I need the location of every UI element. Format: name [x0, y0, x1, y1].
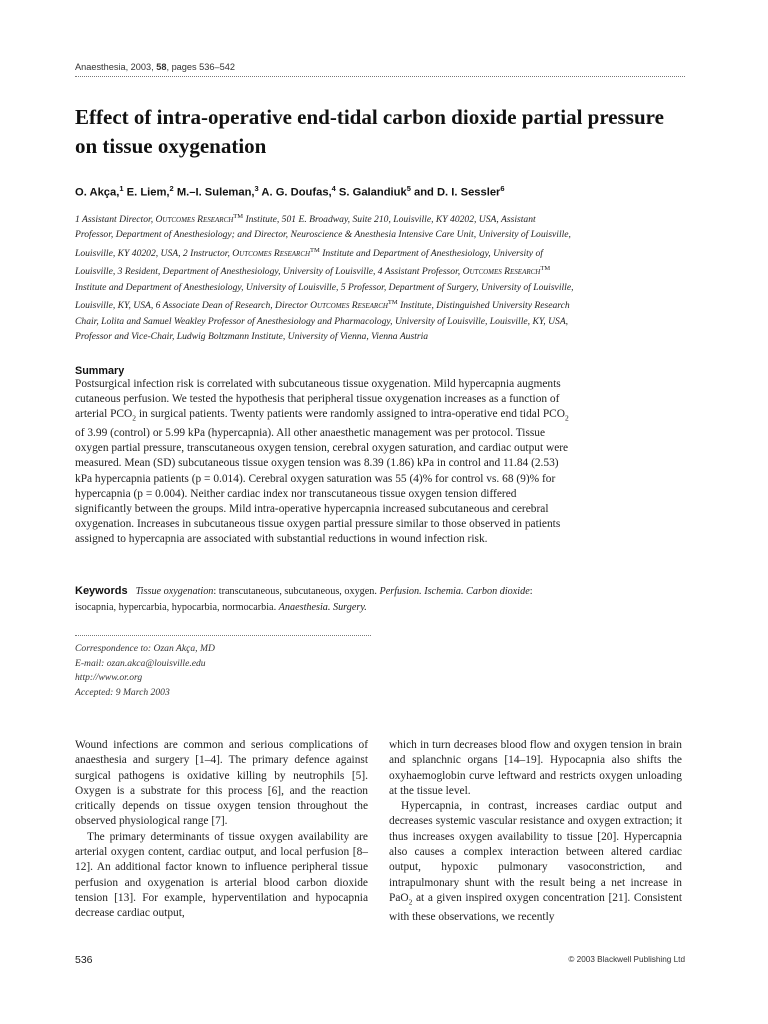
correspondence-author: Correspondence to: Ozan Akça, MD [75, 643, 215, 654]
affiliation-text: 1 Assistant Director, [75, 214, 156, 226]
keywords-heading: Keywords [75, 585, 128, 597]
author-superscript: 3 [254, 184, 259, 193]
affiliation-institute: Outcomes Research [462, 266, 541, 278]
summary-part: of 3.99 (control) or 5.99 kPa (hypercapnia). All other anaesthetic management was per protocol. Tissue oxygen partial pressure, transcutaneous oxygen tension, cerebral oxygen saturation, and cardiac output were measured. Mean (SD) subcutaneous tissue oxygen tension was 8.39 (1.86) kPa in control and 11.84 (2.53) kPa hypercapnia patients (p = 0.014). Cerebral oxygen saturation was 55 (4)% for control vs. 68 (9)% for hypercapnia (p = 0.004). Neither cardiac index nor transcutaneous tissue oxygen tension differed significantly between the groups. Mild intra-operative hypercapnia increased subcutaneous and cerebral oxygenation. Increases in subcutaneous tissue oxygen partial pressure similar to those observed in patients assigned to hypercapnia are associated with substantial reductions in wound infection risk. [75, 426, 569, 546]
summary-part: Postsurgical infection risk is correlated with subcutaneous tissue oxygenation. Mild hypercapnia augments cutaneous perfusion. We tested the hypothesis that peripheral tissue oxygenation increases as a function of arterial PCO [75, 378, 561, 421]
keyword-term: Anaesthesia. Surgery. [278, 602, 367, 613]
author-list [75, 184, 685, 199]
body-column-right [389, 738, 682, 925]
author-superscript: 1 [119, 184, 124, 193]
journal-name: Anaesthesia, 2003, [75, 62, 154, 72]
journal-pages: , pages 536–542 [166, 62, 235, 72]
journal-volume: 58 [156, 62, 167, 72]
subscript: 2 [408, 897, 413, 907]
keywords [75, 583, 576, 616]
body-column-left [75, 738, 368, 922]
trademark-mark: TM [387, 299, 398, 307]
author-name: M.–I. Suleman, [173, 186, 255, 199]
affiliation-institute: Outcomes Research [310, 300, 388, 312]
body-paragraph: Wound infections are common and serious complications of anaesthesia and surgery [1–4]. The primary defence against surgical pathogens is oxidative killing by neutrophils [5]. Oxygen is a substrate for this process [6], and the reaction critically depends on tissue oxygen tension throughout the observed physiological range [7]. [75, 739, 368, 828]
author-superscript: 2 [169, 184, 174, 193]
summary-heading: Summary [75, 365, 125, 377]
affiliation-text: Institute and Department of Anesthesiology, University of Louisville, 3 Resident, Department of Anesthesiology, University of Louisville, 4 Assistant Professor, [75, 247, 543, 278]
correspondence-block [75, 642, 215, 700]
article-page [75, 0, 685, 1024]
subscript: 2 [565, 413, 569, 423]
author-affiliations [75, 209, 575, 344]
accepted-date: Accepted: 9 March 2003 [75, 686, 170, 698]
body-paragraph: The primary determinants of tissue oxygen availability are arterial oxygen content, cardiac output, and local perfusion [8–12]. An additional factor known to influence peripheral tissue perfusion and oxygenation is arterial blood carbon dioxide tension [13]. For example, hyperventilation and hypocapnia decrease cardiac output, [75, 830, 368, 920]
affiliation-institute: Outcomes Research [155, 214, 234, 226]
trademark-mark: TM [310, 246, 320, 254]
keyword-list: : transcutaneous, subcutaneous, oxygen. [213, 586, 380, 597]
affiliation-text: Institute, Distinguished University Research Chair, Lolita and Samuel Weakley Professor of Anesthesiology and Pharmacology, University of Louisville, Louisville, KY, USA, Professor and Vice-Chair, Ludwig Boltzmann Institute, University of Vienna, Vienna Austria [75, 300, 570, 342]
author-superscript: 4 [331, 184, 336, 193]
author-name: S. Galandiuk [335, 186, 407, 199]
correspondence-divider [75, 635, 371, 636]
keyword-list: : isocapnia, hypercarbia, hypocarbia, normocarbia. [75, 586, 533, 613]
copyright-notice: © 2003 Blackwell Publishing Ltd [568, 955, 685, 964]
page-number: 536 [75, 954, 93, 966]
keyword-term: Perfusion. Ischemia. Carbon dioxide [379, 586, 530, 597]
summary-part: in surgical patients. Twenty patients were randomly assigned to intra-operative end tidal PCO [136, 408, 566, 421]
author-name: E. Liem, [123, 186, 170, 199]
correspondence-url[interactable]: http://www.or.org [75, 672, 143, 684]
author-superscript: 5 [406, 184, 411, 193]
author-name: O. Akça, [75, 186, 120, 199]
affiliation-text: Institute, 501 E. Broadway, Suite 210, Louisville, KY 40202, USA, Assistant Professor, Department of Anesthesiology; and Director, Neuroscience & Anesthesia Intensive Care Unit, University of Louisville, Louisville, KY 40202, USA, 2 Instructor, [75, 214, 571, 259]
author-superscript: 6 [500, 184, 505, 193]
author-name: and D. I. Sessler [410, 186, 501, 199]
journal-reference [75, 62, 235, 72]
trademark-mark: TM [540, 265, 551, 273]
author-name: A. G. Doufas, [258, 186, 332, 199]
body-text: at a given inspired oxygen concentration [21]. Consistent with these observations, we recently [389, 891, 682, 923]
body-paragraph [389, 799, 682, 925]
article-title: Effect of intra-operative end-tidal carbon dioxide partial pressure on tissue oxygenation [75, 105, 664, 158]
affiliation-institute: Outcomes Research [232, 247, 311, 259]
summary-text [75, 377, 576, 548]
body-text: Hypercapnia, in contrast, increases cardiac output and decreases systemic vascular resistance and oxygen extraction; it thus increases oxygen availability to tissue [20]. Hypercapnia also causes a complex interaction between altered cardiac output, hypoxic pulmonary vasoconstriction, and intrapulmonary shunt with the result being a net increase in PaO [389, 800, 682, 904]
subscript: 2 [132, 413, 137, 423]
trademark-mark: TM [233, 213, 244, 220]
body-paragraph: which in turn decreases blood flow and oxygen tension in brain and splanchnic organs [14–19]. Hypocapnia also shifts the oxyhaemoglobin curve leftward and restricts oxygen unloading at the tissue level. [389, 739, 682, 797]
keyword-term: Tissue oxygenation [135, 586, 214, 597]
correspondence-email[interactable]: E-mail: ozan.akca@louisville.edu [75, 657, 206, 669]
header-divider [75, 76, 685, 77]
affiliation-text: Institute and Department of Anesthesiology, University of Louisville, 5 Professor, Department of Surgery, University of Louisville, Louisville, KY, USA, 6 Associate Dean of Research, Director [75, 281, 574, 312]
